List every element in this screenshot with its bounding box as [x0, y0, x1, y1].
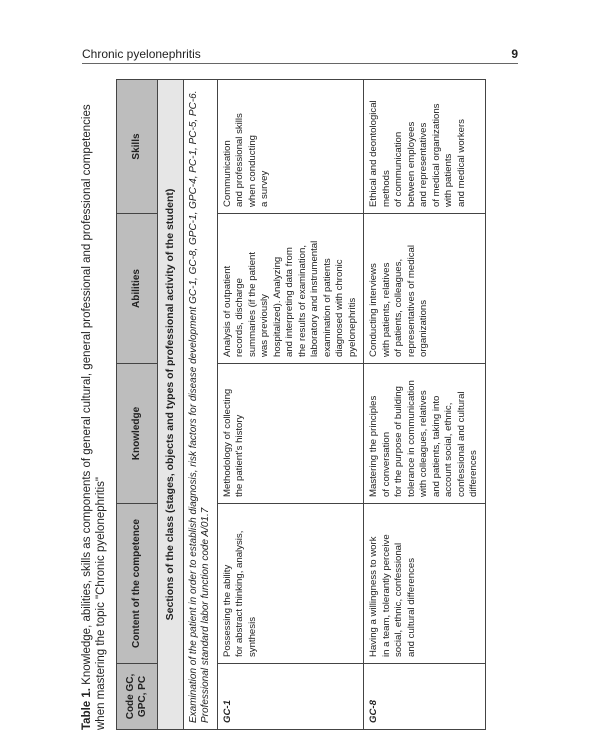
competence-code: GC-8: [364, 664, 486, 730]
cell-line: with patients: [443, 153, 454, 207]
running-head: [82, 44, 518, 64]
cell-line: in a team, tolerantly perceive: [380, 534, 392, 657]
skills-cell: [364, 80, 486, 214]
cell-line: synthesis: [246, 617, 258, 657]
header-knowledge: Knowledge: [117, 364, 158, 504]
cell-line: and patients, taking into: [430, 395, 442, 497]
competence-content: [217, 504, 364, 664]
header-skills: Skills: [117, 80, 158, 214]
cell-line: diagnosed with chronic: [334, 259, 345, 357]
cell-line: with colleagues, relatives: [418, 390, 429, 497]
section-subheading: Examination of the patient in order to establish diagnosis, risk factors for disease development GC-1, GC-8, GPC-1, GPC-4, PC-1, PC-5, PC-6. Professional standard labor function code A/01.7: [183, 80, 217, 730]
cell-line: Ethical and deontological: [368, 100, 379, 207]
cell-line: of medical organizations: [430, 103, 442, 207]
cell-line: Communication: [221, 140, 233, 207]
abilities-cell: [217, 214, 364, 364]
cell-line: tolerance in communication: [405, 380, 417, 497]
cell-line: confessional and cultural: [455, 391, 467, 497]
cell-line: and representatives: [418, 122, 429, 207]
cell-line: representatives of medical: [405, 245, 417, 357]
cell-line: of conversation: [380, 431, 392, 497]
cell-line: Methodology of collecting: [221, 388, 233, 497]
caption-label: Table 1.: [81, 688, 93, 730]
cell-line: Analysis of outpatient: [221, 265, 233, 357]
cell-line: methods: [380, 170, 392, 207]
cell-line: a survey: [259, 170, 270, 207]
cell-line: account social, ethnic,: [443, 402, 454, 497]
cell-line: laboratory and instrumental: [309, 240, 320, 357]
cell-line: summaries (if the patient: [246, 251, 258, 357]
competence-content: [364, 504, 486, 664]
cell-line: hospitalized). Analyzing: [271, 256, 283, 357]
cell-line: between employees: [405, 121, 417, 207]
cell-line: social, ethnic, confessional: [393, 542, 404, 657]
cell-line: of patients, colleagues,: [393, 258, 404, 357]
knowledge-cell: [364, 364, 486, 504]
header-abilities: Abilities: [117, 214, 158, 364]
section-title: Sections of the class (stages, objects and types of professional activity of the student): [158, 80, 184, 730]
cell-line: and cultural differences: [405, 557, 417, 657]
cell-line: and medical workers: [455, 119, 467, 207]
cell-line: the results of examination,: [296, 245, 308, 357]
header-code: Code GC, GPC, PC: [117, 664, 158, 730]
page-number: 9: [511, 47, 518, 61]
cell-line: when conducting: [246, 134, 258, 207]
cell-line: the patient's history: [234, 414, 245, 497]
competency-table: [116, 79, 486, 730]
cell-line: and interpreting data from: [284, 247, 295, 357]
cell-line: Possessing the ability: [221, 564, 233, 657]
skills-cell: [217, 80, 364, 214]
cell-line: examination of patients: [321, 258, 333, 357]
cell-line: for the purpose of building: [393, 386, 404, 497]
running-head-title: Chronic pyelonephritis: [82, 47, 201, 61]
cell-line: Mastering the principles: [368, 395, 379, 497]
cell-line: and professional skills: [234, 113, 245, 207]
table-row: [217, 80, 364, 730]
cell-line: differences: [468, 450, 479, 497]
competence-code: GC-1: [217, 664, 364, 730]
header-content: Content of the competence: [117, 504, 158, 664]
cell-line: with patients, relatives: [380, 262, 392, 357]
abilities-cell: [364, 214, 486, 364]
cell-line: pyelonephritis: [346, 297, 358, 357]
table-header-row: [117, 80, 158, 730]
cell-line: Having a willingness to work: [368, 536, 379, 657]
caption-text: Knowledge, abilities, skills as components of general cultural, general professional and professional competencies when mastering the topic "Chronic pyelonephritis": [81, 104, 107, 730]
cell-line: records, discharge: [234, 278, 245, 357]
cell-line: of communication: [393, 131, 404, 207]
cell-line: Conducting interviews: [368, 263, 379, 357]
cell-line: for abstract thinking, analysis,: [234, 530, 245, 657]
table-row: [364, 80, 486, 730]
knowledge-cell: [217, 364, 364, 504]
cell-line: organizations: [418, 299, 429, 357]
rotated-table-block: [80, 80, 516, 730]
cell-line: was previously: [259, 294, 270, 357]
table-caption: [80, 80, 110, 730]
